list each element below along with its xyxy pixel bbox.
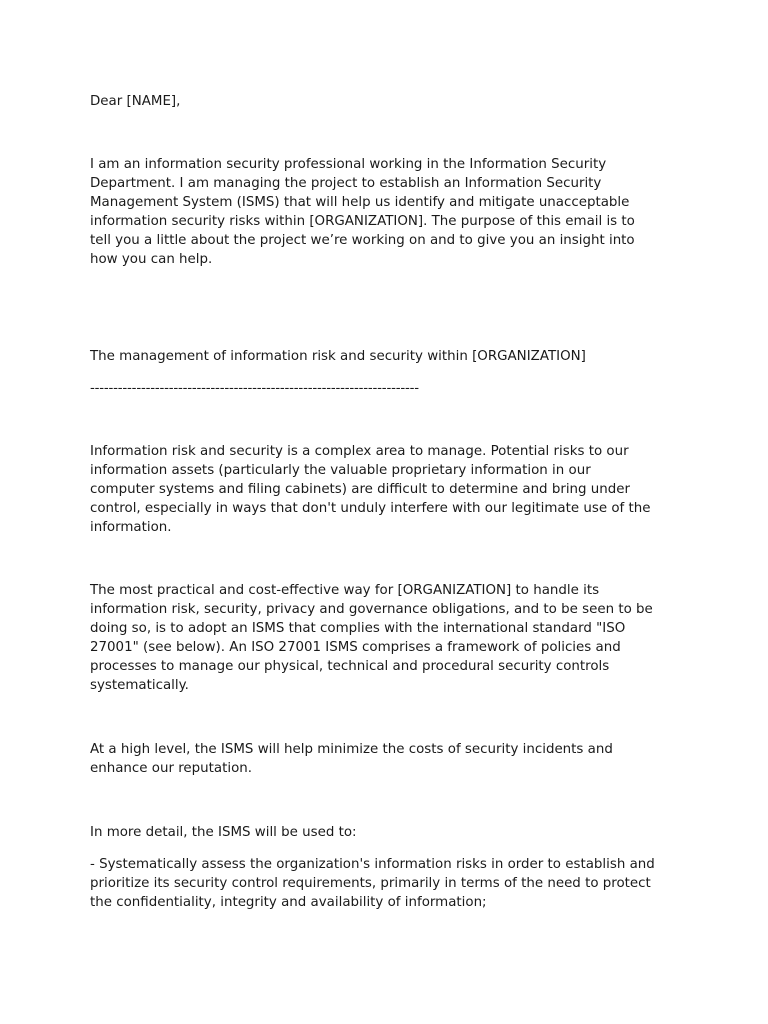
paragraph-line: information risk, security, privacy and governance obligations, and to be seen to be [90,602,653,617]
paragraph-line: doing so, is to adopt an ISMS that complies with the international standard "ISO [90,621,626,636]
detail-intro: In more detail, the ISMS will be used to: [90,825,357,840]
assess-bullet [90,855,685,912]
practical-way-paragraph [90,581,685,695]
intro-line: I am an information security professional working in the Information Security [90,157,607,172]
paragraph-line: enhance our reputation. [90,761,253,776]
paragraph-line: Information risk and security is a complex area to manage. Potential risks to our [90,444,629,459]
intro-line: Management System (ISMS) that will help us identify and mitigate unacceptable [90,195,630,210]
section-heading: The management of information risk and security within [ORGANIZATION] [90,349,586,364]
paragraph-line: information. [90,520,172,535]
intro-line: information security risks within [ORGANIZATION]. The purpose of this email is to [90,214,635,229]
paragraph-line: At a high level, the ISMS will help minimize the costs of security incidents and [90,742,613,757]
bullet-line: prioritize its security control requirements, primarily in terms of the need to protect [90,876,651,891]
salutation: Dear [NAME], [90,94,181,109]
paragraph-line: 27001" (see below). An ISO 27001 ISMS comprises a framework of policies and [90,640,621,655]
paragraph-line: The most practical and cost-effective way for [ORGANIZATION] to handle its [90,583,600,598]
intro-paragraph [90,155,685,269]
paragraph-line: processes to manage our physical, technical and procedural security controls [90,659,610,674]
bullet-line: - Systematically assess the organization's information risks in order to establish and [90,857,655,872]
paragraph-line: information assets (particularly the valuable proprietary information in our [90,463,591,478]
bullet-line: the confidentiality, integrity and availability of information; [90,895,487,910]
complex-area-paragraph [90,442,685,537]
section-rule: ----------------------------------------------------------------------- [90,381,419,396]
intro-line: Department. I am managing the project to establish an Information Security [90,176,602,191]
paragraph-line: control, especially in ways that don't unduly interfere with our legitimate use of the [90,501,651,516]
intro-line: how you can help. [90,252,213,267]
paragraph-line: computer systems and filing cabinets) are difficult to determine and bring under [90,482,630,497]
high-level-paragraph [90,740,685,778]
paragraph-line: systematically. [90,678,189,693]
intro-line: tell you a little about the project we’re working on and to give you an insight into [90,233,635,248]
